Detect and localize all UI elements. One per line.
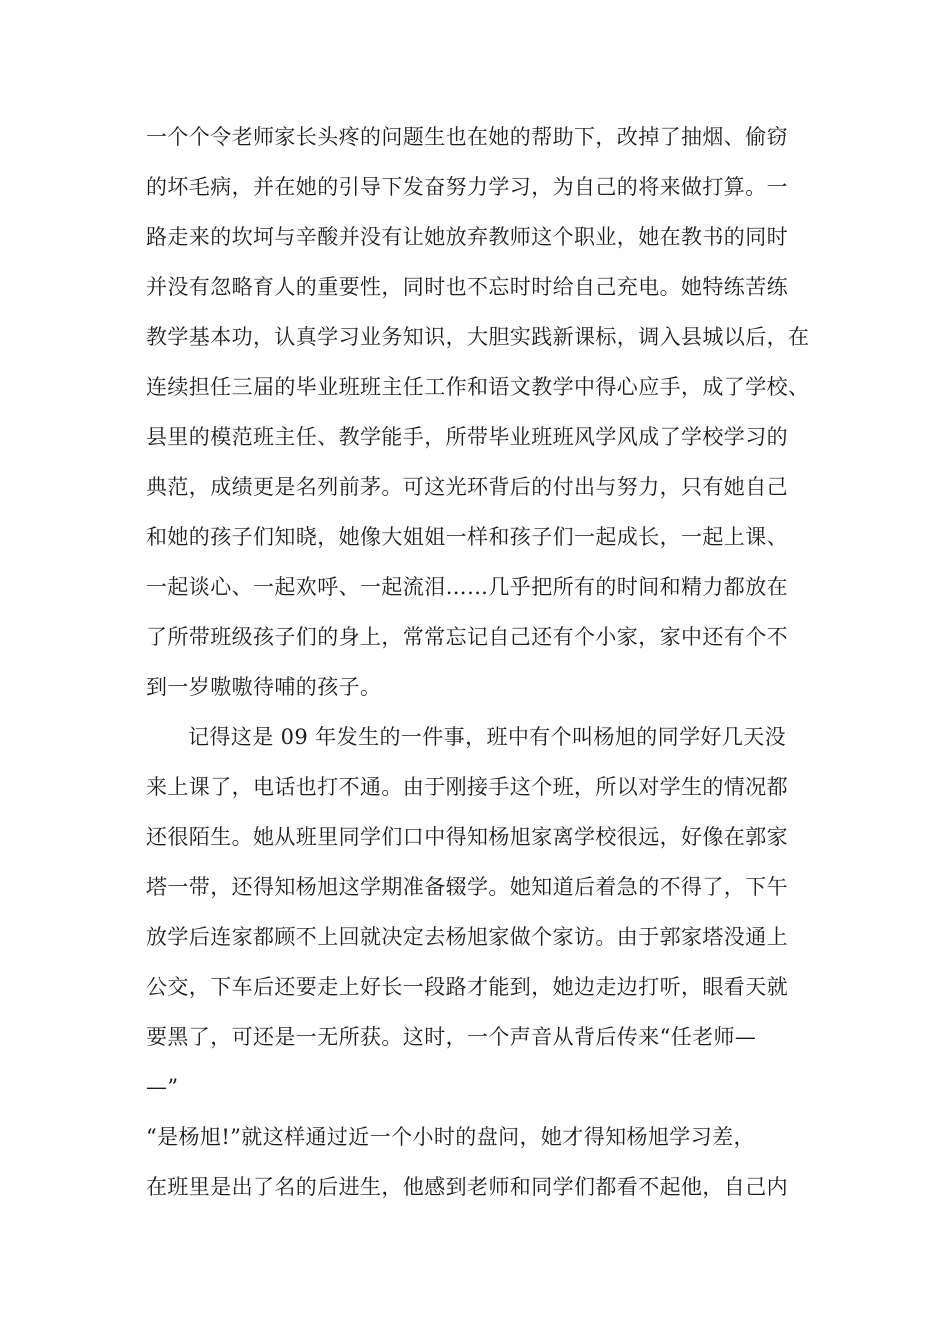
text-line: 到一岁嗷嗷待哺的孩子。 (146, 675, 382, 699)
text-line: 在班里是出了名的后进生，他感到老师和同学们都看不起他，自己内 (146, 1175, 788, 1199)
text-line: 路走来的坎坷与辛酸并没有让她放弃教师这个职业，她在教书的同时 (146, 225, 788, 249)
text-line: 塔一带，还得知杨旭这学期准备辍学。她知道后着急的不得了，下午 (146, 875, 788, 899)
text-line: 的坏毛病，并在她的引导下发奋努力学习，为自己的将来做打算。一 (146, 175, 788, 199)
text-line: 要黑了，可还是一无所获。这时，一个声音从背后传来“任老师— (146, 1025, 757, 1049)
text-line: 了所带班级孩子们的身上，常常忘记自己还有个小家，家中还有个不 (146, 625, 788, 649)
text-line: “是杨旭!”就这样通过近一个小时的盘问，她才得知杨旭学习差， (146, 1125, 755, 1149)
text-line: 连续担任三届的毕业班班主任工作和语文教学中得心应手，成了学校、 (146, 375, 810, 399)
text-line: 并没有忽略育人的重要性，同时也不忘时时给自己充电。她特练苦练 (146, 275, 788, 299)
text-line: 还很陌生。她从班里同学们口中得知杨旭家离学校很远，好像在郭家 (146, 825, 788, 849)
text-line: 典范，成绩更是名列前茅。可这光环背后的付出与努力，只有她自己 (146, 475, 788, 499)
text-line: 公交，下车后还要走上好长一段路才能到，她边走边打听，眼看天就 (146, 975, 788, 999)
text-line: 县里的模范班主任、教学能手，所带毕业班班风学风成了学校学习的 (146, 425, 788, 449)
text-line: 放学后连家都顾不上回就决定去杨旭家做个家访。由于郭家塔没通上 (146, 925, 788, 949)
text-line: 来上课了，电话也打不通。由于刚接手这个班，所以对学生的情况都 (146, 775, 788, 799)
text-line: 一个个令老师家长头疼的问题生也在她的帮助下，改掉了抽烟、偷窃 (146, 125, 788, 149)
text-line: —” (146, 1075, 179, 1099)
text-line: 一起谈心、一起欢呼、一起流泪……几乎把所有的时间和精力都放在 (146, 575, 788, 599)
text-line: 教学基本功，认真学习业务知识，大胆实践新课标，调入县城以后，在 (146, 325, 810, 349)
text-line: 记得这是 09 年发生的一件事，班中有个叫杨旭的同学好几天没 (188, 725, 787, 749)
text-line: 和她的孩子们知晓，她像大姐姐一样和孩子们一起成长，一起上课、 (146, 525, 788, 549)
